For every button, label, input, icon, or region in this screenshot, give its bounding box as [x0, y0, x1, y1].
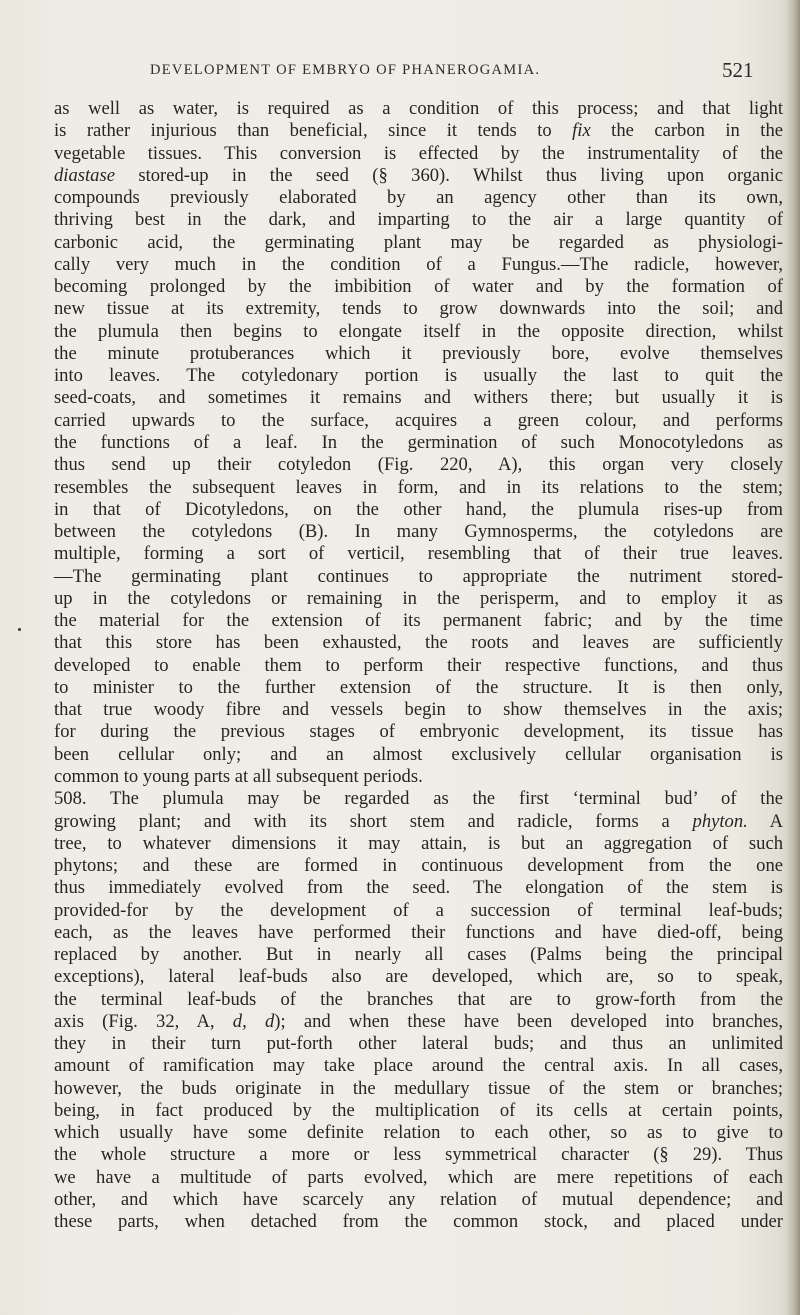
text-line: being, in fact produced by the multiplication of its cells at certain points, — [54, 1099, 783, 1121]
text-line: in that of Dicotyledons, on the other hand, the plumula rises-up from — [54, 498, 783, 520]
text-line: seed-coats, and sometimes it remains and withers there; but usually it is — [54, 387, 783, 409]
text-line: multiple, forming a sort of verticil, resembling that of their true leaves. — [54, 543, 783, 565]
italic-term: d, d — [232, 1010, 275, 1032]
text-line: amount of ramification may take place around the central axis. In all cases, — [54, 1055, 783, 1077]
text-line: the material for the extension of its permanent fabric; and by the time — [54, 610, 783, 632]
text-line: —The germinating plant continues to appropriate the nutriment stored- — [54, 565, 783, 587]
text-line: exceptions), lateral leaf-buds also are developed, which are, so to speak, — [54, 966, 783, 988]
text-line: cally very much in the condition of a Fungus.—The radicle, however, — [54, 253, 783, 275]
text-line: other, and which have scarcely any relation of mutual dependence; and — [54, 1189, 783, 1211]
text-line: vegetable tissues. This conversion is effected by the instrumentality of the — [54, 142, 783, 164]
text-line: that this store has been exhausted, the roots and leaves are sufficiently — [54, 632, 783, 654]
italic-term: diastase — [54, 164, 115, 186]
italic-term: phyton. — [692, 810, 748, 832]
text-line: carbonic acid, the germinating plant may be regarded as physiologi- — [54, 231, 783, 253]
text-line: growing plant; and with its short stem and radicle, forms a phyton. A — [54, 810, 783, 832]
text-line: the plumula then begins to elongate itself in the opposite direction, whilst — [54, 320, 783, 342]
text-line: diastase stored-up in the seed (§ 360). Whilst thus living upon organic — [54, 164, 783, 186]
page-edge-shadow — [786, 0, 800, 1315]
text-line: into leaves. The cotyledonary portion is usually the last to quit the — [54, 365, 783, 387]
text-line: thriving best in the dark, and imparting to the air a large quantity of — [54, 209, 783, 231]
text-line: between the cotyledons (B). In many Gymnosperms, the cotyledons are — [54, 521, 783, 543]
print-speck — [18, 628, 21, 631]
text-line: we have a multitude of parts evolved, which are mere repetitions of each — [54, 1166, 783, 1188]
text-line: new tissue at its extremity, tends to grow downwards into the soil; and — [54, 298, 783, 320]
text-line: provided-for by the development of a succession of terminal leaf-buds; — [54, 899, 783, 921]
text-line: been cellular only; and an almost exclusively cellular organisation is — [54, 743, 783, 765]
text-line: that true woody fibre and vessels begin to show themselves in the axis; — [54, 699, 783, 721]
text-line: is rather injurious than beneficial, since it tends to fix the carbon in the — [54, 120, 784, 142]
page-number: 521 — [722, 58, 754, 82]
text-line: carried upwards to the surface, acquires a green colour, and performs — [54, 409, 783, 431]
text-line: to minister to the further extension of the structure. It is then only, — [54, 676, 783, 698]
text-line: tree, to whatever dimensions it may attain, is but an aggregation of such — [54, 832, 783, 854]
text-line: compounds previously elaborated by an agency other than its own, — [54, 187, 783, 209]
text-line: the minute protuberances which it previously bore, evolve themselves — [54, 342, 783, 364]
text-line: replaced by another. But in nearly all cases (Palms being the principal — [54, 944, 783, 966]
text-line: as well as water, is required as a condition of this process; and that light — [54, 98, 783, 119]
body-text — [54, 98, 783, 1234]
text-line: becoming prolonged by the imbibition of water and by the formation of — [54, 276, 783, 298]
text-line: up in the cotyledons or remaining in the perisperm, and to employ it as — [54, 587, 783, 609]
text-line: common to young parts at all subsequent periods. — [54, 765, 423, 787]
text-line: axis (Fig. 32, A, d, d); and when these have been developed into branches, — [54, 1010, 784, 1032]
italic-term: fix — [572, 120, 591, 142]
text-line: these parts, when detached from the common stock, and placed under — [54, 1211, 783, 1233]
text-line: each, as the leaves have performed their functions and have died-off, being — [54, 921, 783, 943]
text-line: resembles the subsequent leaves in form, and in its relations to the stem; — [54, 476, 783, 498]
running-head-title: DEVELOPMENT OF EMBRYO OF PHANEROGAMIA. — [150, 62, 541, 78]
text-line: which usually have some definite relation to each other, so as to give to — [54, 1122, 783, 1144]
text-line: phytons; and these are formed in continuous development from the one — [54, 855, 783, 877]
running-head — [0, 58, 800, 88]
text-line: the whole structure a more or less symmetrical character (§ 29). Thus — [54, 1144, 783, 1166]
text-line: thus immediately evolved from the seed. The elongation of the stem is — [54, 877, 783, 899]
text-line: developed to enable them to perform their respective functions, and thus — [54, 654, 783, 676]
text-line: however, the buds originate in the medullary tissue of the stem or branches; — [54, 1077, 783, 1099]
text-line: the functions of a leaf. In the germination of such Monocotyledons as — [54, 431, 783, 453]
text-line: they in their turn put-forth other lateral buds; and thus an unlimited — [54, 1033, 783, 1055]
text-line: 508. The plumula may be regarded as the first ‘terminal bud’ of the — [54, 788, 783, 810]
text-line: for during the previous stages of embryonic development, its tissue has — [54, 721, 783, 743]
text-line: thus send up their cotyledon (Fig. 220, A), this organ very closely — [54, 454, 783, 476]
text-line: the terminal leaf-buds of the branches that are to grow-forth from the — [54, 988, 783, 1010]
